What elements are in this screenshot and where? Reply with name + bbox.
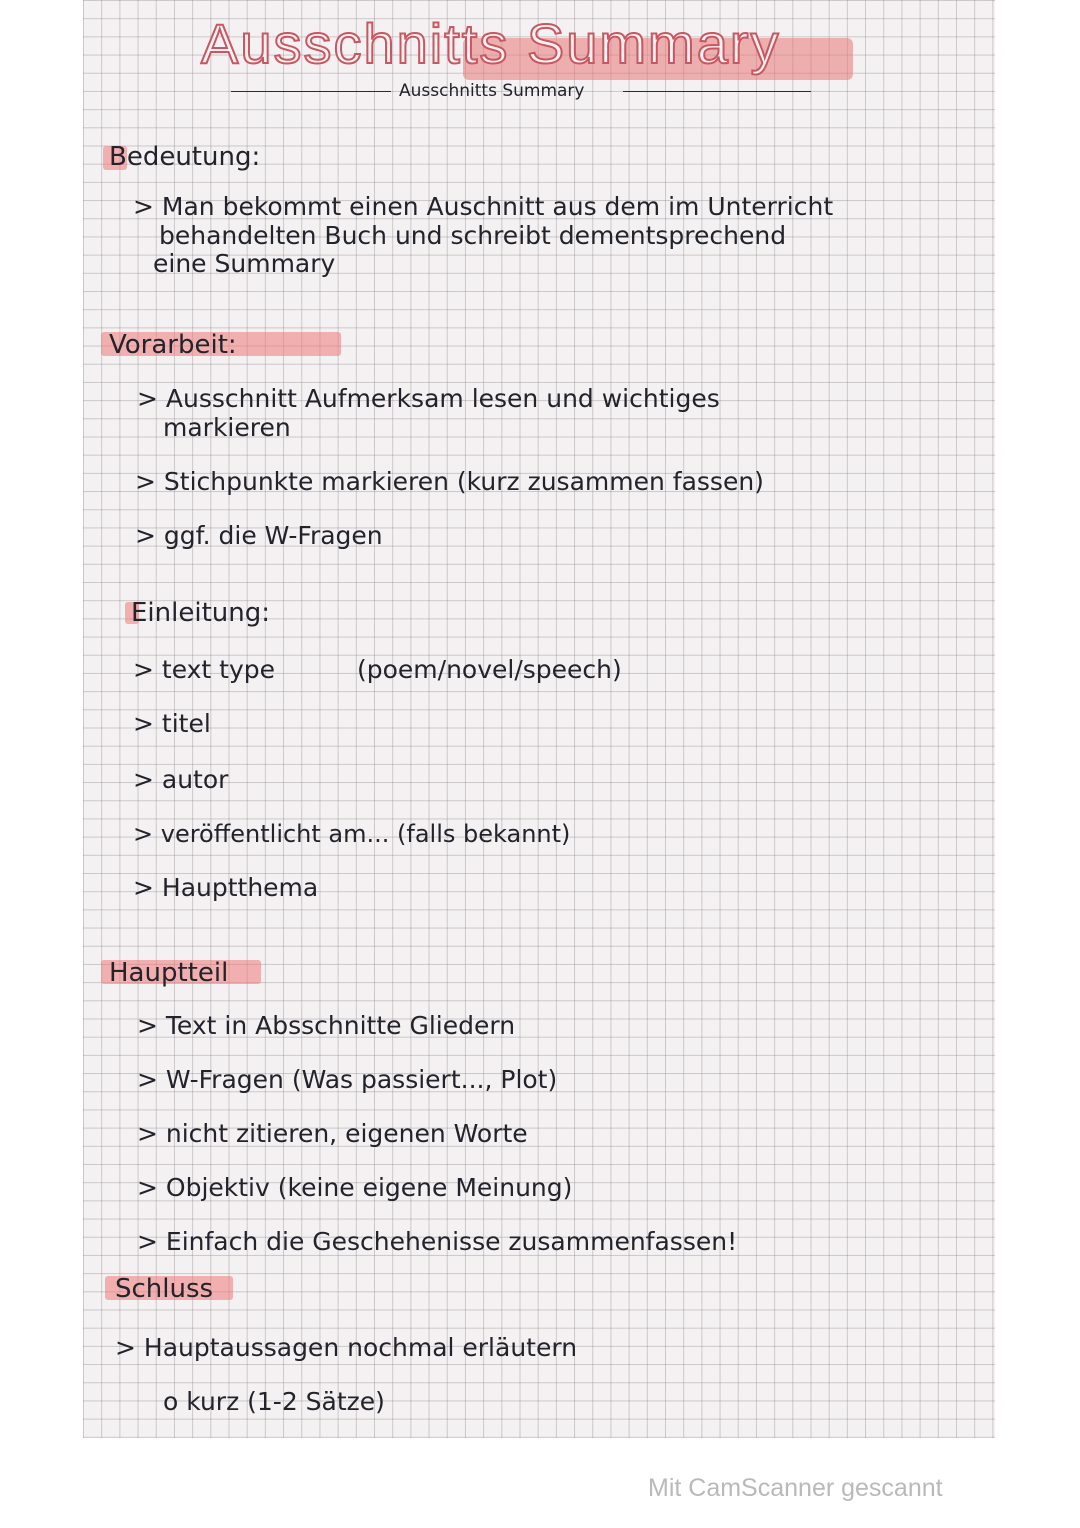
vorarbeit-item-1: > Ausschnitt Aufmerksam lesen und wichtiges (137, 384, 720, 413)
page-title: Ausschnitts Summary (201, 12, 781, 75)
hauptteil-item-5: > Einfach die Geschehenisse zusammenfassen! (137, 1227, 738, 1256)
heading-vorarbeit (109, 328, 237, 362)
notebook-page (83, 0, 995, 1438)
heading-bedeutung (109, 140, 260, 174)
camscanner-watermark: Mit CamScanner gescannt (648, 1474, 943, 1502)
hauptteil-item-2: > W-Fragen (Was passiert..., Plot) (137, 1065, 558, 1094)
bedeutung-line-1: > Man bekommt einen Auschnitt aus dem im Unterricht (133, 192, 834, 221)
heading-einleitung (131, 596, 270, 630)
vorarbeit-item-1-cont: markieren (163, 413, 291, 442)
schluss-item-1: > Hauptaussagen nochmal erläutern (115, 1333, 578, 1362)
einleitung-item-text-type: > text type (133, 655, 276, 684)
vorarbeit-item-2: > Stichpunkte markieren (kurz zusammen fassen) (135, 467, 764, 496)
schluss-item-1-sub: o kurz (1-2 Sätze) (163, 1387, 385, 1416)
hauptteil-item-1: > Text in Absschnitte Gliedern (137, 1011, 516, 1040)
vorarbeit-item-3: > ggf. die W-Fragen (135, 521, 383, 550)
bedeutung-line-3: eine Summary (153, 249, 336, 278)
einleitung-item-autor: > autor (133, 765, 229, 794)
hauptteil-item-3: > nicht zitieren, eigenen Worte (137, 1119, 528, 1148)
subtitle-row (231, 78, 811, 104)
subtitle-rule-right (623, 91, 811, 92)
einleitung-item-hauptthema: > Hauptthema (133, 873, 319, 902)
heading-label: Bedeutung: (109, 142, 261, 172)
heading-label: Schluss (115, 1274, 214, 1304)
heading-hauptteil (109, 956, 228, 990)
subtitle-rule-left (231, 91, 391, 92)
heading-label: Hauptteil (109, 958, 229, 988)
heading-schluss (115, 1272, 213, 1306)
hauptteil-item-4: > Objektiv (keine eigene Meinung) (137, 1173, 573, 1202)
heading-label: Einleitung: (131, 598, 270, 628)
einleitung-item-titel: > titel (133, 709, 211, 738)
einleitung-item-veroeffentlicht: > veröffentlicht am... (falls bekannt) (133, 820, 571, 848)
subtitle: Ausschnitts Summary (399, 81, 585, 101)
einleitung-item-text-type-examples: (poem/novel/speech) (357, 655, 622, 684)
bedeutung-line-2: behandelten Buch und schreibt dementsprechend (159, 221, 787, 250)
heading-label: Vorarbeit: (109, 330, 237, 360)
